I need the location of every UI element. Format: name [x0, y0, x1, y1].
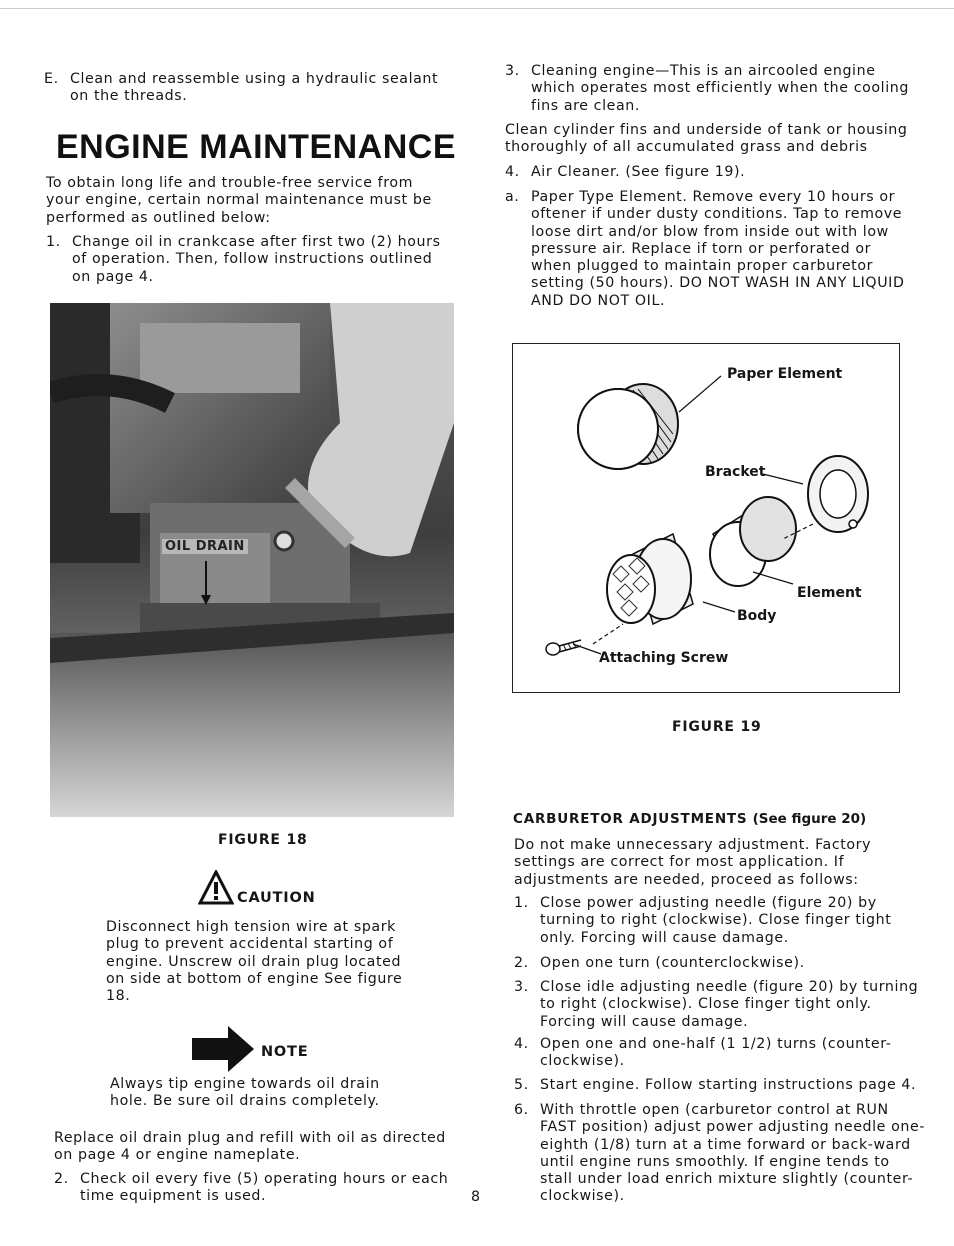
bracket-drawing	[808, 456, 868, 532]
carb-step	[514, 1036, 926, 1071]
carburetor-intro: Do not make unnecessary adjustment. Factory settings are correct for most application. If adjustments are needed, proceed as follows:	[514, 837, 872, 888]
carb-step-text: Open one turn (counterclockwise).	[540, 955, 805, 971]
carb-step-number: 2.	[514, 955, 529, 971]
item-3-number: 3.	[505, 63, 520, 79]
item-a-text: Paper Type Element. Remove every 10 hours or oftener if under dusty conditions. Tap to remove loose dirt and/or blow from inside out with low pressure air. Replace if torn or perforated or when plugged to maintain proper carburetor setting (50 hours). DO NOT WASH IN ANY LIQUID AND DO NOT OIL.	[531, 189, 905, 309]
item-e-text: Clean and reassemble using a hydraulic sealant on the threads.	[70, 71, 439, 105]
item-a-letter: a.	[505, 189, 520, 205]
carb-step-text: Close power adjusting needle (figure 20) by turning to right (clockwise). Close finger tight only. Forcing will cause damage.	[540, 895, 892, 946]
figure-19-caption: FIGURE 19	[672, 719, 762, 735]
oil-drain-label: OIL DRAIN	[162, 539, 248, 554]
carb-step	[514, 1102, 926, 1206]
clean-paragraph: Clean cylinder fins and underside of tank or housing thoroughly of all accumulated grass and debris	[505, 122, 908, 156]
body-drawing	[607, 534, 693, 624]
carb-step-number: 6.	[514, 1102, 529, 1118]
item-4-number: 4.	[505, 164, 520, 180]
label-paper-element: Paper Element	[727, 366, 843, 382]
item-4	[505, 164, 913, 181]
replace-paragraph: Replace oil drain plug and refill with oil as directed on page 4 or engine nameplate.	[54, 1130, 446, 1164]
item-e-letter: E.	[44, 71, 59, 87]
caution-icon	[198, 870, 234, 906]
item-e	[44, 71, 446, 106]
item-2-text: Check oil every five (5) operating hours or each time equipment is used.	[80, 1171, 449, 1205]
attaching-screw-drawing	[546, 640, 581, 655]
carb-step-number: 3.	[514, 979, 529, 995]
page-number: 8	[471, 1189, 481, 1205]
paper-element-drawing	[578, 384, 678, 469]
item-a	[505, 189, 913, 310]
label-body: Body	[737, 608, 777, 624]
carb-step-number: 4.	[514, 1036, 529, 1052]
air-cleaner-diagram	[513, 344, 899, 692]
label-element: Element	[797, 585, 862, 601]
item-1	[46, 234, 450, 286]
figure-18-photo	[50, 303, 454, 817]
carb-step	[514, 895, 926, 947]
carb-step	[514, 955, 926, 972]
carb-step-text: Close idle adjusting needle (figure 20) by turning to right (clockwise). Close finger tight only. Forcing will cause damage.	[540, 979, 919, 1030]
item-3-text: Cleaning engine—This is an aircooled engine which operates most efficiently when the cooling fins are clean.	[531, 63, 909, 114]
carburetor-heading	[513, 808, 866, 827]
item-3	[505, 63, 913, 115]
carb-step-text: Open one and one-half (1 1/2) turns (counter-clockwise).	[540, 1036, 892, 1070]
item-2-number: 2.	[54, 1171, 69, 1187]
carburetor-heading-title: CARBURETOR ADJUSTMENTS	[513, 811, 748, 827]
figure-18-caption: FIGURE 18	[218, 832, 308, 848]
engine-photo-illustration	[50, 303, 454, 817]
carburetor-heading-ref: (See figure 20)	[752, 811, 867, 827]
item-1-number: 1.	[46, 234, 61, 250]
caution-text: Disconnect high tension wire at spark plug to prevent accidental starting of engine. Unscrew oil drain plug located on side at bottom of engine See figure 18.	[106, 919, 403, 1005]
item-1-text: Change oil in crankcase after first two (2) hours of operation. Then, follow instructions outlined on page 4.	[72, 234, 441, 285]
figure-19-box	[512, 343, 900, 693]
caution-title: CAUTION	[237, 890, 316, 906]
note-text: Always tip engine towards oil drain hole. Be sure oil drains completely.	[110, 1076, 380, 1110]
item-4-text: Air Cleaner. (See figure 19).	[531, 164, 746, 180]
carb-step-number: 5.	[514, 1077, 529, 1093]
carb-step	[514, 979, 926, 1031]
label-attaching-screw: Attaching Screw	[599, 650, 729, 666]
note-arrow-icon	[192, 1026, 256, 1072]
label-bracket: Bracket	[705, 464, 766, 480]
page-heading: ENGINE MAINTENANCE	[56, 128, 457, 166]
element-drawing	[710, 497, 796, 586]
carb-step-text: Start engine. Follow starting instructions page 4.	[540, 1077, 917, 1093]
item-2	[54, 1171, 464, 1206]
top-rule	[0, 8, 954, 9]
intro-paragraph: To obtain long life and trouble-free service from your engine, certain normal maintenance must be performed as outlined below:	[46, 175, 432, 226]
carb-step-number: 1.	[514, 895, 529, 911]
note-title: NOTE	[261, 1044, 309, 1060]
carb-step-text: With throttle open (carburetor control at RUN FAST position) adjust power adjusting needle one-eighth (1/8) turn at a time forward or back-ward until engine runs smoothly. If engine tends to stall under load enrich mixture slightly (counter-clockwise).	[540, 1102, 926, 1205]
carb-step	[514, 1077, 926, 1094]
